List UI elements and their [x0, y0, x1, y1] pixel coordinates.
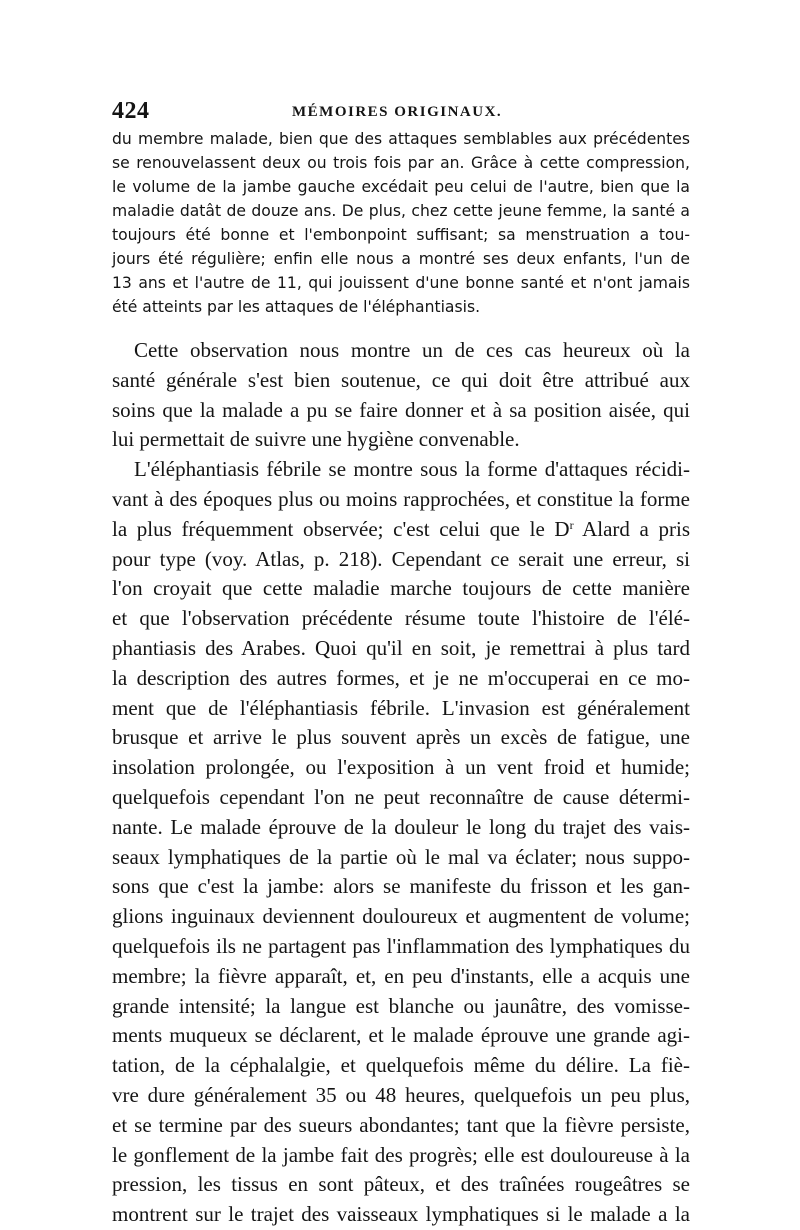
- body-line: seaux lymphatiques de la partie où le mal va éclater; nous suppo-: [112, 844, 690, 869]
- notes-line: jours été régulière; enfin elle nous a montré ses deux enfants, l'un de: [112, 250, 690, 268]
- body-line: et se termine par des sueurs abondantes; tant que la fièvre persiste,: [112, 1112, 690, 1137]
- body-line: glions inguinaux deviennent douloureux et augmentent de volume;: [112, 904, 690, 929]
- body-line: tation, de la céphalalgie, et quelquefois même du délire. La fiè-: [112, 1053, 690, 1078]
- case-notes-block: [112, 127, 690, 319]
- body-line: nante. Le malade éprouve de la douleur le long du trajet des vais-: [112, 814, 690, 839]
- body-line: soins que la malade a pu se faire donner et à sa position aisée, qui: [112, 397, 690, 422]
- body-line: vant à des époques plus ou moins rapprochées, et constitue la forme: [112, 486, 690, 511]
- body-line: pression, les tissus en sont pâteux, et des traînées rougeâtres se: [112, 1172, 690, 1197]
- notes-line: du membre malade, bien que des attaques semblables aux précédentes: [112, 130, 690, 148]
- notes-line: été atteints par les attaques de l'éléphantiasis.: [112, 298, 481, 316]
- body-line: l'on croyait que cette maladie marche toujours de cette manière: [112, 576, 690, 601]
- page-number: 424: [112, 98, 150, 124]
- body-line: insolation prolongée, ou l'exposition à un vent froid et humide;: [112, 755, 690, 780]
- body-line: le gonflement de la jambe fait des progrès; elle est douloureuse à la: [112, 1142, 690, 1167]
- paragraph-observation: [112, 336, 690, 455]
- body-line-text: la plus fréquemment observée; c'est celui que le D: [112, 516, 570, 541]
- body-line: et que l'observation précédente résume toute l'histoire de l'élé-: [112, 606, 690, 631]
- body-line: la description des autres formes, et je ne m'occuperai en ce mo-: [112, 665, 690, 690]
- body-line: membre; la fièvre apparaît, et, en peu d'instants, elle a acquis une: [112, 963, 690, 988]
- notes-line: maladie datât de douze ans. De plus, chez cette jeune femme, la santé a: [112, 202, 690, 220]
- body-line: sons que c'est la jambe: alors se manifeste du frisson et les gan-: [112, 874, 690, 899]
- body-line: pour type (voy. Atlas, p. 218). Cependant ce serait une erreur, si: [112, 546, 690, 571]
- body-line: santé générale s'est bien soutenue, ce qui doit être attribué aux: [112, 367, 690, 392]
- body-line: [112, 515, 690, 545]
- body-line: grande intensité; la langue est blanche ou jaunâtre, des vomisse-: [112, 993, 690, 1018]
- notes-line: le volume de la jambe gauche excédait peu celui de l'autre, bien que la: [112, 178, 690, 196]
- body-line: phantiasis des Arabes. Quoi qu'il en soit, je remettrai à plus tard: [112, 635, 690, 660]
- body-line: ment que de l'éléphantiasis fébrile. L'invasion est généralement: [112, 695, 690, 720]
- notes-line: 13 ans et l'autre de 11, qui jouissent d'une bonne santé et n'ont jamais: [112, 274, 690, 292]
- running-head: [112, 98, 690, 124]
- running-title: MÉMOIRES ORIGINAUX.: [292, 104, 503, 120]
- body-line-text: Alard a pris: [573, 516, 690, 541]
- main-text: [112, 336, 690, 1230]
- body-line: lui permettait de suivre une hygiène convenable.: [112, 427, 520, 452]
- body-line: ments muqueux se déclarent, et le malade éprouve une grande agi-: [112, 1023, 690, 1048]
- body-line: brusque et arrive le plus souvent après un excès de fatigue, une: [112, 725, 690, 750]
- body-line: montrent sur le trajet des vaisseaux lymphatiques si le malade a la: [112, 1202, 690, 1227]
- notes-line: se renouvelassent deux ou trois fois par an. Grâce à cette compression,: [112, 154, 690, 172]
- doctor-abbreviation-superscript: r: [569, 517, 574, 532]
- body-line: quelquefois ils ne partagent pas l'inflammation des lymphatiques du: [112, 933, 690, 958]
- paragraph-febrile-elephantiasis: [112, 455, 690, 1230]
- body-line: Cette observation nous montre un de ces cas heureux où la: [134, 338, 690, 362]
- body-line: quelquefois cependant l'on ne peut reconnaître de cause détermi-: [112, 784, 690, 809]
- notes-line: toujours été bonne et l'embonpoint suffisant; sa menstruation a tou-: [112, 226, 690, 244]
- body-line: L'éléphantiasis fébrile se montre sous la forme d'attaques récidi-: [134, 457, 690, 482]
- body-line: vre dure généralement 35 ou 48 heures, quelquefois un peu plus,: [112, 1082, 690, 1107]
